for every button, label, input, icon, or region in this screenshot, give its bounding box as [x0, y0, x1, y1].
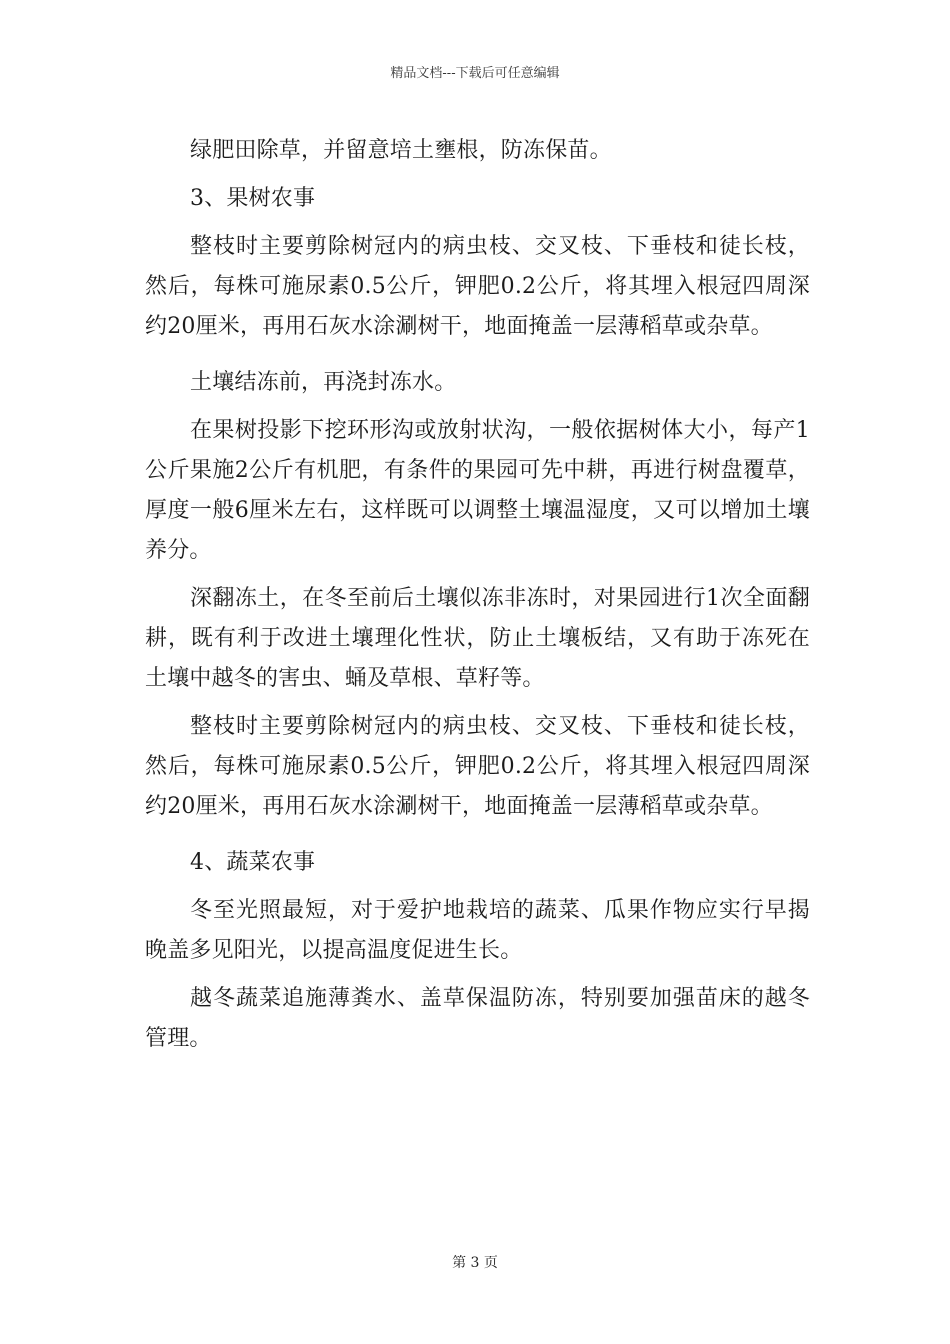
paragraph-deep-tillage: 深翻冻土，在冬至前后土壤似冻非冻时，对果园进行1次全面翻耕，既有利于改进土壤理化性状，防止土壤板结，又有助于冻死在土壤中越冬的害虫、蛹及草根、草籽等。	[145, 586, 810, 691]
section-heading-fruit-trees: 3、果树农事	[190, 186, 316, 211]
paragraph-pruning: 整枝时主要剪除树冠内的病虫枝、交叉枝、下垂枝和徒长枝，然后，每株可施尿素0.5公斤，钾肥0.2公斤，将其埋入根冠四周深约20厘米，再用石灰水涂涮树干，地面掩盖一层薄稻草或杂草。	[145, 234, 810, 339]
document-body	[145, 131, 810, 1067]
paragraph-freeze-water: 土壤结冻前，再浇封冻水。	[190, 370, 457, 395]
section-heading-vegetables: 4、蔬菜农事	[190, 850, 316, 875]
page-header: 精品文档---下载后可任意编辑	[390, 66, 560, 81]
paragraph-ring-trench: 在果树投影下挖环形沟或放射状沟，一般依据树体大小，每产1公斤果施2公斤有机肥，有条件的果园可先中耕，再进行树盘覆草，厚度一般6厘米左右，这样既可以调整土壤温湿度，又可以增加土壤养分。	[145, 418, 810, 563]
paragraph-pruning-repeat: 整枝时主要剪除树冠内的病虫枝、交叉枝、下垂枝和徒长枝，然后，每株可施尿素0.5公斤，钾肥0.2公斤，将其埋入根冠四周深约20厘米，再用石灰水涂涮树干，地面掩盖一层薄稻草或杂草。	[145, 714, 810, 819]
page-number: 第 3 页	[452, 1255, 498, 1271]
paragraph-overwintering: 越冬蔬菜追施薄粪水、盖草保温防冻，特别要加强苗床的越冬管理。	[145, 986, 810, 1051]
paragraph-light: 冬至光照最短，对于爱护地栽培的蔬菜、瓜果作物应实行早揭晚盖多见阳光，以提高温度促进生长。	[145, 898, 810, 963]
paragraph-green-manure: 绿肥田除草，并留意培土壅根，防冻保苗。	[190, 138, 612, 163]
